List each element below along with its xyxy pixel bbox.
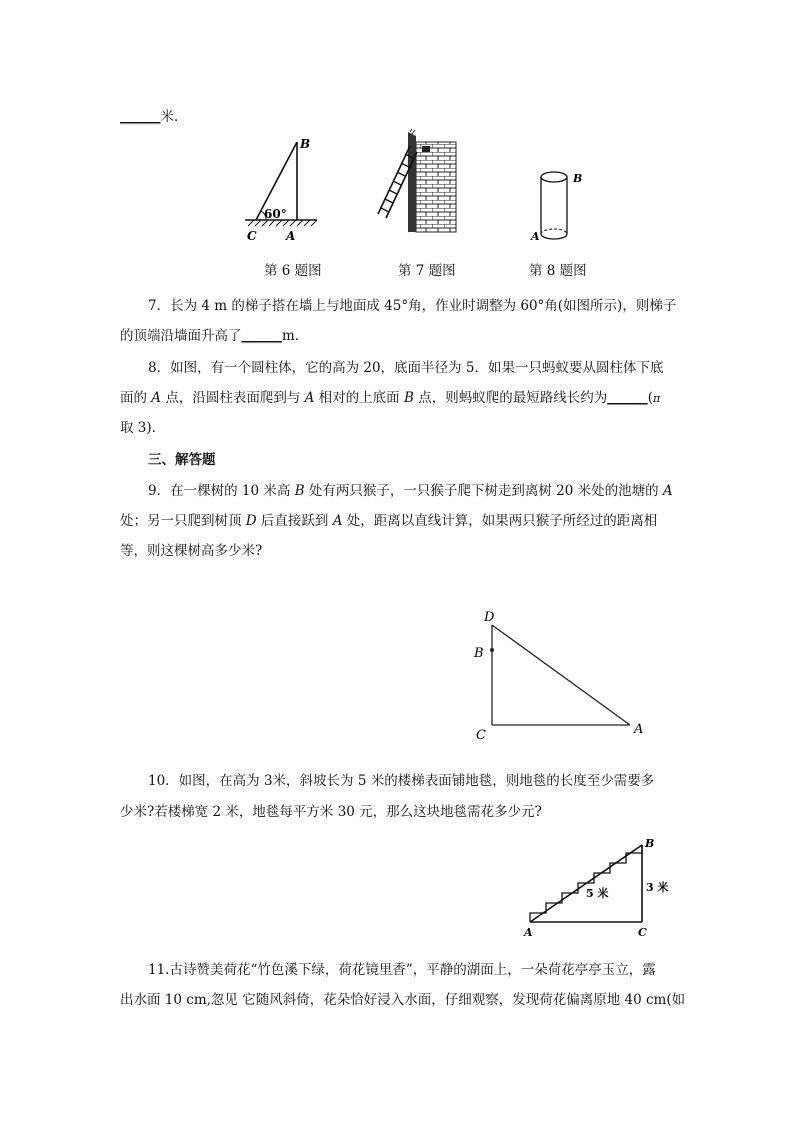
q7-line-1: 7．长为 4 m 的梯子搭在墙上与地面成 45°角，作业时调整为 60°角(如图所示)，则梯子	[148, 298, 677, 314]
q9-var-d: D	[245, 513, 257, 529]
section-3-heading: 三、解答题	[148, 452, 216, 468]
q10-fig-label-c: C	[638, 926, 647, 939]
q8-line-3: 取 3).	[120, 420, 156, 436]
q11-line-1: 11.古诗赞美荷花“竹色溪下绿，荷花镜里香”，平静的湖面上，一朵荷花亭亭玉立，露	[148, 962, 656, 978]
q8-text-b: 点，沿圆柱表面爬到与	[161, 390, 305, 406]
q8-var-b: B	[403, 390, 414, 406]
figure-q10-staircase	[518, 835, 668, 943]
figure-7-ladder-wall	[372, 128, 462, 240]
q9-var-a2: A	[332, 513, 343, 529]
figure-q9-triangle	[460, 605, 660, 750]
figure-6-caption: 第 6 题图	[264, 263, 322, 279]
q8-line-2	[120, 386, 660, 406]
fig8-label-a: A	[531, 230, 540, 243]
q7-line-2	[120, 324, 308, 344]
unit-text: 米．	[160, 109, 188, 125]
q10-line-2: 少米?若楼梯宽 2 米，地毯每平方米 30 元，那么这块地毯需花多少元?	[120, 804, 542, 820]
q11-line-2: 出水面 10 cm,忽见 它随风斜倚，花朵恰好浸入水面，仔细观察，发现荷花偏离原地 40 cm(如	[120, 992, 686, 1008]
q8-text-e: (	[647, 390, 653, 406]
fig6-angle-label: 60°	[264, 207, 287, 221]
q10-fig-slope-label: 5 米	[586, 887, 609, 900]
q9-text-b: 处有两只猴子，一只猴子爬下树走到离树 20 米处的池塘的	[304, 483, 663, 499]
q9-fig-label-d: D	[484, 610, 495, 625]
answer-blank: ______	[120, 109, 161, 125]
fig6-label-b: B	[300, 137, 311, 151]
fig6-label-a: A	[286, 229, 296, 243]
figure-6-ladder-triangle	[240, 130, 330, 245]
q9-text-a: 9．在一棵树的 10 米高	[148, 483, 295, 499]
figure-8-cylinder	[526, 160, 596, 250]
top-continuation-line	[120, 105, 188, 125]
q8-pi: π	[652, 392, 661, 405]
q9-fig-label-a: A	[634, 722, 644, 737]
q7-text-a: 的顶端沿墙面升高了	[120, 328, 242, 344]
q9-text-c: 处；另一只爬到树顶	[120, 513, 246, 529]
q9-var-b: B	[294, 483, 305, 499]
q8-text-d: 点，则蚂蚁爬的最短路线长约为	[413, 390, 608, 406]
q9-fig-label-b: B	[474, 646, 484, 661]
figure-7-caption: 第 7 题图	[398, 263, 456, 279]
q9-line-2	[120, 509, 657, 529]
figure-8-caption: 第 8 题图	[529, 263, 587, 279]
q9-fig-label-c: C	[476, 728, 486, 743]
q9-line-1	[148, 479, 673, 499]
q10-fig-label-a: A	[524, 926, 533, 939]
fig8-label-b: B	[573, 172, 583, 185]
q9-text-e: 处，距离以直线计算，如果两只猴子所经过的距离相	[342, 513, 658, 529]
q8-line-1: 8．如图，有一个圆柱体，它的高为 20，底面半径为 5．如果一只蚂蚁要从圆柱体下底	[148, 360, 664, 376]
q8-var-a: A	[151, 390, 162, 406]
q9-text-d: 后直接跃到	[256, 513, 333, 529]
q7-answer-blank: ______	[241, 328, 282, 344]
q10-line-1: 10．如图，在高为 3米，斜坡长为 5 米的楼梯表面铺地毯，则地毯的长度至少需要多	[148, 773, 655, 789]
q8-var-a2: A	[304, 390, 315, 406]
q10-fig-height-label: 3 米	[646, 881, 668, 894]
q9-var-a: A	[662, 483, 673, 499]
fig6-label-c: C	[247, 229, 257, 243]
q7-text-b: m．	[282, 328, 309, 344]
q8-text-a: 面的	[120, 390, 152, 406]
q10-fig-label-b: B	[645, 837, 655, 850]
q9-line-3: 等，则这棵树高多少米?	[120, 543, 263, 559]
q8-text-c: 相对的上底面	[314, 390, 404, 406]
q8-answer-blank: ______	[607, 390, 648, 406]
